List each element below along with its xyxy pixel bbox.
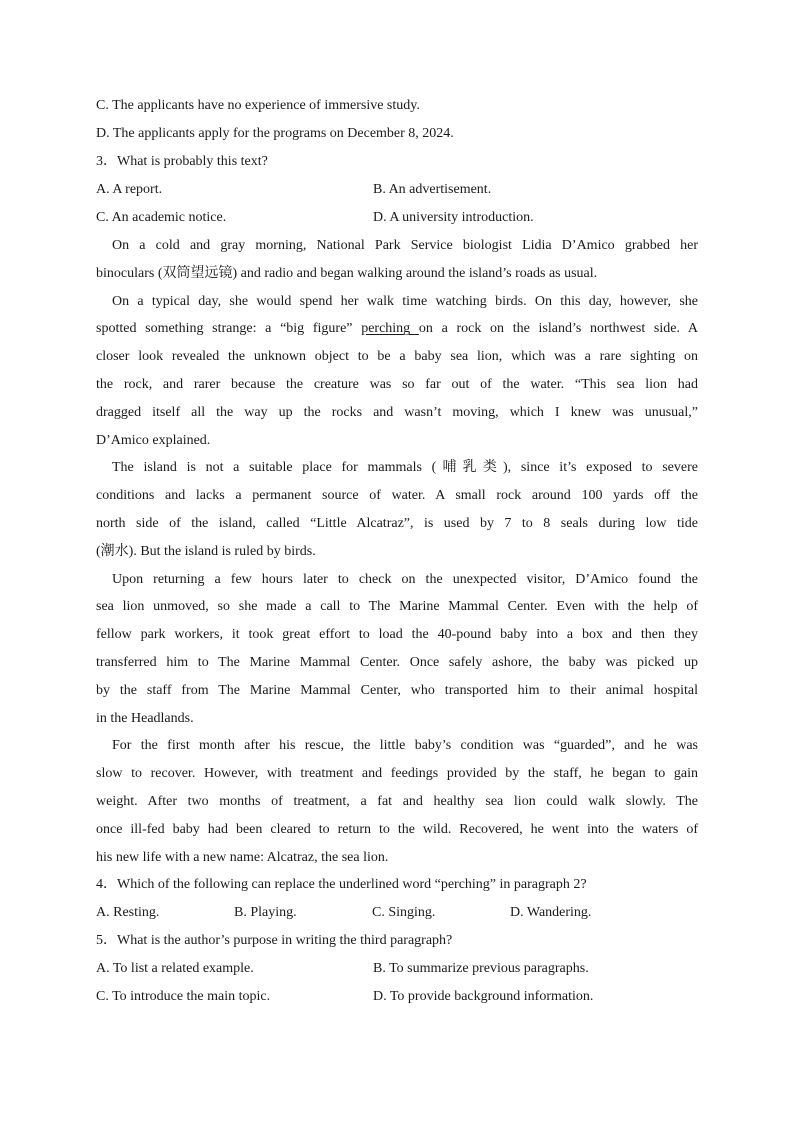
passage-line: For the first month after his rescue, the little baby’s condition was “guarded”, and he was	[112, 738, 698, 754]
passage-paragraph-3	[96, 454, 698, 565]
q5-option-a: A. To list a related example.	[96, 961, 254, 977]
passage-line: dragged itself all the way up the rocks and wasn’t moving, which I knew was unusual,”	[96, 404, 698, 420]
passage-line: fellow park workers, it took great effort to load the 40-pound baby into a box and then they	[96, 627, 698, 643]
passage-line: D’Amico explained.	[96, 432, 211, 448]
passage-line: sea lion unmoved, so she made a call to The Marine Mammal Center. Even with the help of	[96, 599, 698, 615]
passage-line: north side of the island, called “Little Alcatraz”, is used by 7 to 8 seals during low tide	[96, 515, 698, 531]
passage-paragraph-4	[96, 566, 698, 733]
passage-line: (潮水). But the island is ruled by birds.	[96, 543, 316, 559]
passage-line: On a cold and gray morning, National Park Service biologist Lidia D’Amico grabbed her	[112, 238, 698, 253]
passage-line: On a typical day, she would spend her walk time watching birds. On this day, however, she	[112, 293, 698, 309]
passage-line: transferred him to The Marine Mammal Center. Once safely ashore, the baby was picked up	[96, 654, 698, 670]
q4-option-c: C. Singing.	[372, 905, 436, 921]
q3-options-row-2	[96, 204, 698, 232]
q3-option-d: D. A university introduction.	[373, 210, 534, 225]
q5-option-b: B. To summarize previous paragraphs.	[373, 961, 589, 977]
q4-stem: 4．Which of the following can replace the underlined word “perching” in paragraph 2?	[96, 877, 587, 893]
passage-paragraph-5	[96, 732, 698, 871]
q3-options-row-1	[96, 176, 698, 204]
passage-line: the rock, and rarer because the creature was so far out of the water. “This sea lion had	[96, 376, 698, 392]
q2-option-c: C. The applicants have no experience of immersive study.	[96, 98, 420, 113]
q3-option-a: A. A report.	[96, 182, 163, 197]
q4-options-row	[96, 899, 698, 927]
passage-line: his new life with a new name: Alcatraz, the sea lion.	[96, 849, 389, 865]
q5-option-c: C. To introduce the main topic.	[96, 989, 271, 1005]
exam-page	[96, 92, 698, 1011]
q2-option-d: D. The applicants apply for the programs on December 8, 2024.	[96, 126, 454, 141]
q5-stem: 5．What is the author’s purpose in writing the third paragraph?	[96, 933, 453, 949]
passage-line: Upon returning a few hours later to check on the unexpected visitor, D’Amico found the	[112, 571, 698, 587]
q4-option-d: D. Wandering.	[510, 905, 592, 921]
q4-option-a: A. Resting.	[96, 905, 160, 921]
passage-line: slow to recover. However, with treatment and feedings provided by the staff, he began to gain	[96, 766, 698, 782]
q3-stem: 3．What is probably this text?	[96, 154, 268, 169]
passage-line	[96, 315, 698, 343]
passage-line: The island is not a suitable place for mammals (哺乳类), since it’s exposed to severe	[112, 460, 698, 476]
q5-options-row-1	[96, 955, 698, 983]
passage-line: binoculars (双筒望远镜) and radio and began walking around the island’s roads as usual.	[96, 265, 598, 281]
passage-line: in the Headlands.	[96, 710, 194, 726]
passage-line: once ill-fed baby had been cleared to return to the wild. Recovered, he went into the waters of	[96, 821, 698, 837]
passage-paragraph-2	[96, 288, 698, 455]
passage-line: weight. After two months of treatment, a fat and healthy sea lion could walk slowly. The	[96, 793, 698, 809]
underlined-word-perching: perching	[361, 321, 419, 337]
passage-paragraph-1	[96, 232, 698, 288]
q3-option-b: B. An advertisement.	[373, 182, 492, 197]
q4-option-b: B. Playing.	[234, 905, 297, 921]
passage-line: conditions and lacks a permanent source of water. A small rock around 100 yards off the	[96, 488, 698, 504]
passage-text: on a rock on the island’s northwest side. A	[418, 321, 698, 337]
passage-line: closer look revealed the unknown object to be a baby sea lion, which was a rare sighting on	[96, 349, 698, 365]
q5-option-d: D. To provide background information.	[373, 989, 594, 1005]
passage-line: by the staff from The Marine Mammal Center, who transported him to their animal hospital	[96, 682, 698, 698]
q3-option-c: C. An academic notice.	[96, 210, 227, 225]
q5-options-row-2	[96, 983, 698, 1011]
passage-text: spotted something strange: a “big figure”	[96, 321, 362, 337]
